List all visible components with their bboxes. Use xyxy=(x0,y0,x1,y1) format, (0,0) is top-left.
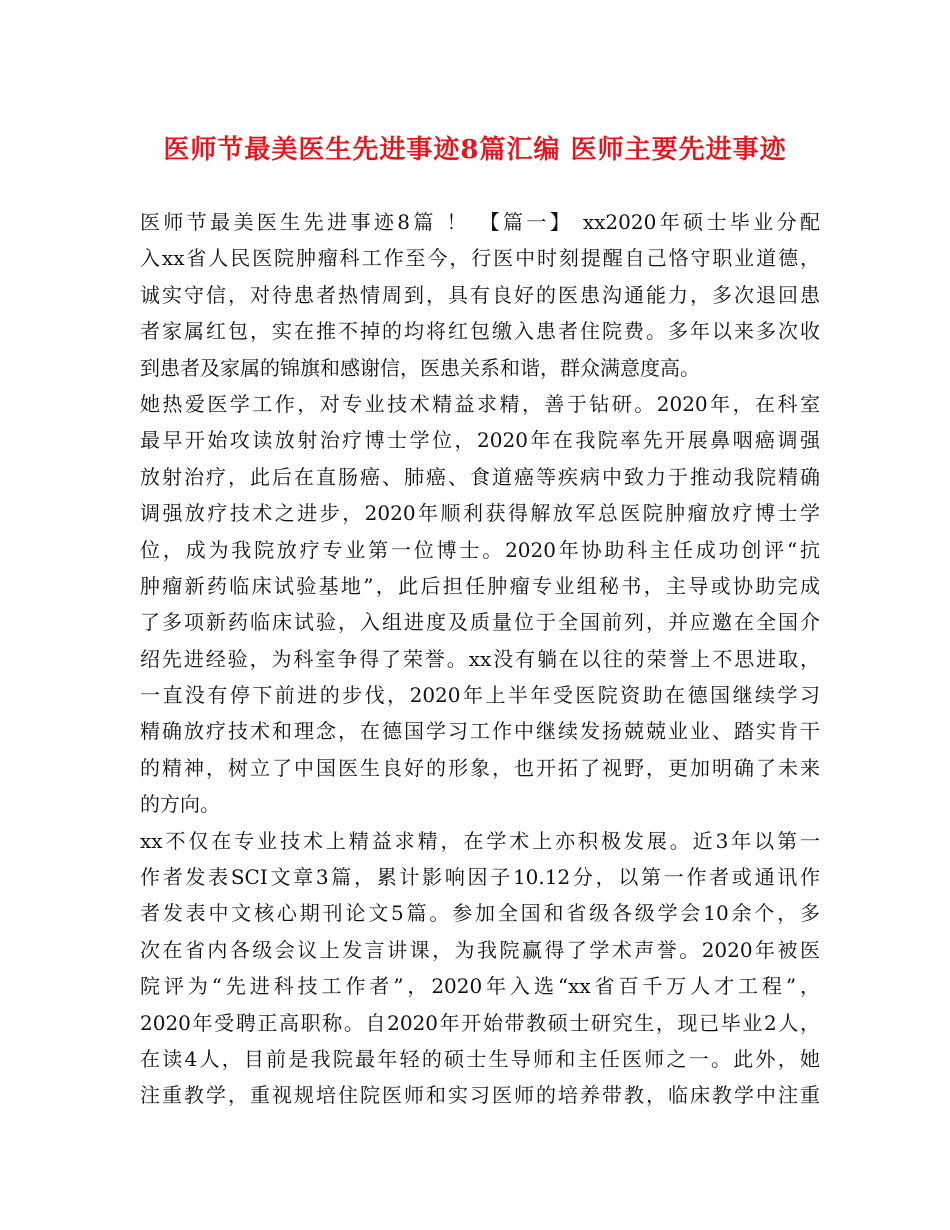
body-line: 精确放疗技术和理念，在德国学习工作中继续发扬兢兢业业、踏实肯干 xyxy=(140,719,820,744)
body-line: 她热爱医学工作，对专业技术精益求精，善于钻研。2020年，在科室 xyxy=(140,391,820,416)
body-line: 者发表中文核心期刊论文5篇。参加全国和省级各级学会10余个，多 xyxy=(140,901,820,926)
body-line: 诚实守信，对待患者热情周到，具有良好的医患沟通能力，多次退回患 xyxy=(140,282,820,307)
body-line: 的精神，树立了中国医生良好的形象，也开拓了视野，更加明确了未来 xyxy=(140,755,820,780)
body-line: 注重教学，重视规培住院医师和实习医师的培养带教，临床教学中注重 xyxy=(140,1083,820,1108)
document-title: 医师节最美医生先进事迹8篇汇编 医师主要先进事迹 xyxy=(163,135,787,165)
body-line: 在读4人，目前是我院最年轻的硕士生导师和主任医师之一。此外，她 xyxy=(140,1046,820,1071)
body-line: 次在省内各级会议上发言讲课，为我院赢得了学术声誉。2020年被医 xyxy=(140,937,820,962)
body-line: 2020年受聘正高职称。自2020年开始带教硕士研究生，现已毕业2人， xyxy=(140,1010,820,1035)
body-line: 位，成为我院放疗专业第一位博士。2020年协助科主任成功创评“抗 xyxy=(140,537,820,562)
body-line: 到患者及家属的锦旗和感谢信，医患关系和谐，群众满意度高。 xyxy=(140,355,700,380)
body-line: 入xx省人民医院肿瘤科工作至今，行医中时刻提醒自己恪守职业道德， xyxy=(140,246,820,271)
body-line: 放射治疗，此后在直肠癌、肺癌、食道癌等疾病中致力于推动我院精确 xyxy=(140,464,820,489)
body-line: 的方向。 xyxy=(140,792,220,817)
body-line: 了多项新药临床试验，入组进度及质量位于全国前列，并应邀在全国介 xyxy=(140,610,820,635)
body-line: 院评为“先进科技工作者”，2020年入选“xx省百千万人才工程”， xyxy=(140,974,820,999)
body-line: 作者发表SCI文章3篇，累计影响因子10.12分，以第一作者或通讯作 xyxy=(140,865,820,890)
body-line: 肿瘤新药临床试验基地”，此后担任肿瘤专业组秘书，主导或协助完成 xyxy=(140,573,820,598)
body-line: 者家属红包，实在推不掉的均将红包缴入患者住院费。多年以来多次收 xyxy=(140,319,820,344)
body-line: xx不仅在专业技术上精益求精，在学术上亦积极发展。近3年以第一 xyxy=(140,828,820,853)
body-line: 一直没有停下前进的步伐，2020年上半年受医院资助在德国继续学习 xyxy=(140,683,820,708)
body-line: 绍先进经验，为科室争得了荣誉。xx没有躺在以往的荣誉上不思进取， xyxy=(140,646,820,671)
body-line: 医师节最美医生先进事迹8篇 ！ 【篇一】 xx2020年硕士毕业分配 xyxy=(140,210,820,234)
body-line: 调强放疗技术之进步，2020年顺利获得解放军总医院肿瘤放疗博士学 xyxy=(140,501,820,526)
document-body xyxy=(140,204,820,1114)
body-line: 最早开始攻读放射治疗博士学位，2020年在我院率先开展鼻咽癌调强 xyxy=(140,428,820,453)
